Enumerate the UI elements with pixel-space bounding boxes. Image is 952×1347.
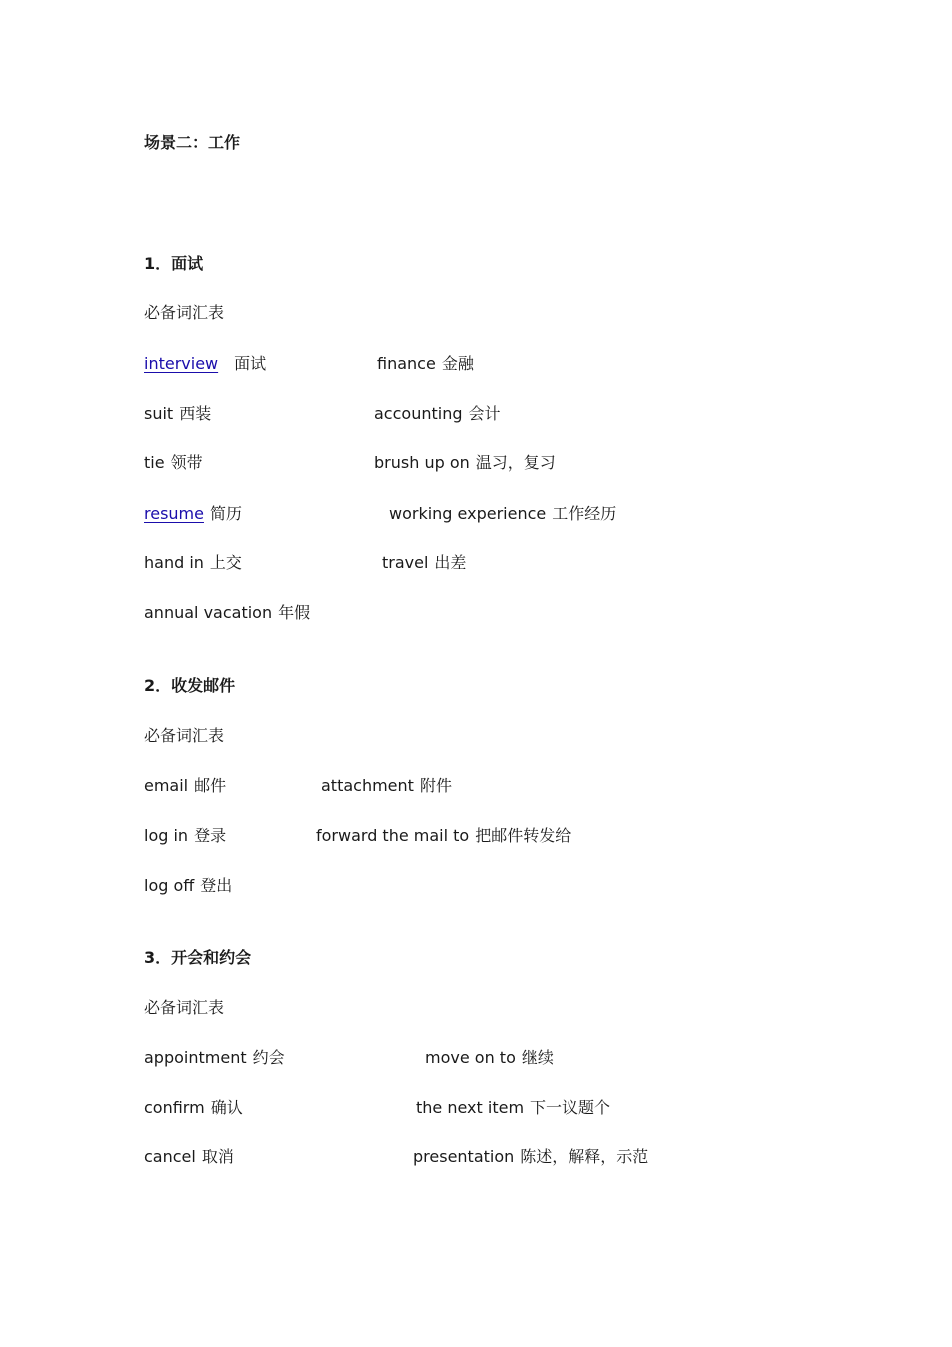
vocab-right [413, 1147, 648, 1167]
page-title: 场景二：工作 [144, 133, 241, 152]
vocab-right [382, 553, 466, 573]
vocab-right [425, 1048, 554, 1068]
vocab-right [374, 453, 556, 473]
vocab-zh: 面试 [234, 354, 267, 373]
vocab-zh: 出差 [434, 553, 467, 572]
vocab-zh: 温习，复习 [475, 453, 556, 472]
vocab-en: log in [144, 826, 189, 845]
vocab-en: accounting [374, 404, 463, 423]
vocab-en: finance [377, 354, 436, 373]
vocab-label: 必备词汇表 [144, 726, 225, 745]
vocab-zh: 陈述，解释，示范 [520, 1147, 649, 1166]
vocab-zh: 约会 [252, 1048, 285, 1067]
vocab-row [144, 354, 266, 374]
vocab-zh: 会计 [468, 404, 501, 423]
vocab-zh: 上交 [209, 553, 242, 572]
vocab-zh: 金融 [441, 354, 474, 373]
vocab-right [316, 826, 571, 846]
vocab-row [144, 1098, 243, 1118]
vocab-right [389, 504, 616, 524]
vocab-en: log off [144, 876, 195, 895]
vocab-row [144, 404, 211, 424]
vocab-row [144, 453, 203, 473]
vocab-en: tie [144, 453, 165, 472]
vocab-zh: 附件 [419, 776, 452, 795]
section-heading-interview: 1．面试 [144, 254, 204, 273]
section-heading-meeting: 3．开会和约会 [144, 948, 252, 967]
vocab-right [377, 354, 474, 374]
vocab-en: confirm [144, 1098, 205, 1117]
vocab-right [374, 404, 501, 424]
vocab-row [144, 826, 226, 846]
vocab-en: working experience [389, 504, 547, 523]
vocab-en: annual vacation [144, 603, 273, 622]
vocab-zh: 简历 [209, 504, 242, 523]
vocab-row [144, 504, 242, 524]
vocab-zh: 确认 [210, 1098, 243, 1117]
vocab-row [144, 1147, 234, 1167]
vocab-en: presentation [413, 1147, 515, 1166]
vocab-en: email [144, 776, 189, 795]
vocab-zh: 继续 [521, 1048, 554, 1067]
vocab-zh: 登录 [194, 826, 227, 845]
vocab-row [144, 776, 226, 796]
vocab-zh: 取消 [201, 1147, 234, 1166]
vocab-zh: 西装 [179, 404, 212, 423]
vocab-en: appointment [144, 1048, 247, 1067]
vocab-zh: 下一议题个 [530, 1098, 611, 1117]
vocab-zh: 登出 [200, 876, 233, 895]
vocab-zh: 领带 [170, 453, 203, 472]
vocab-row [144, 876, 232, 896]
vocab-zh: 邮件 [194, 776, 227, 795]
vocab-en: attachment [321, 776, 414, 795]
vocab-row [144, 1048, 285, 1068]
vocab-row [144, 553, 242, 573]
vocab-label: 必备词汇表 [144, 998, 225, 1017]
vocab-zh: 年假 [278, 603, 311, 622]
vocab-en: brush up on [374, 453, 470, 472]
vocab-en: suit [144, 404, 174, 423]
vocab-zh: 工作经历 [552, 504, 617, 523]
vocab-en: travel [382, 553, 429, 572]
section-heading-email: 2．收发邮件 [144, 676, 236, 695]
vocab-link-interview[interactable]: interview [144, 354, 219, 373]
vocab-en: hand in [144, 553, 204, 572]
vocab-en: cancel [144, 1147, 196, 1166]
vocab-label: 必备词汇表 [144, 303, 225, 322]
vocab-right [321, 776, 452, 796]
vocab-row [144, 603, 310, 623]
vocab-en: forward the mail to [316, 826, 470, 845]
vocab-right [416, 1098, 610, 1118]
vocab-zh: 把邮件转发给 [475, 826, 572, 845]
vocab-en: the next item [416, 1098, 525, 1117]
vocab-en: move on to [425, 1048, 516, 1067]
vocab-link-resume[interactable]: resume [144, 504, 204, 523]
